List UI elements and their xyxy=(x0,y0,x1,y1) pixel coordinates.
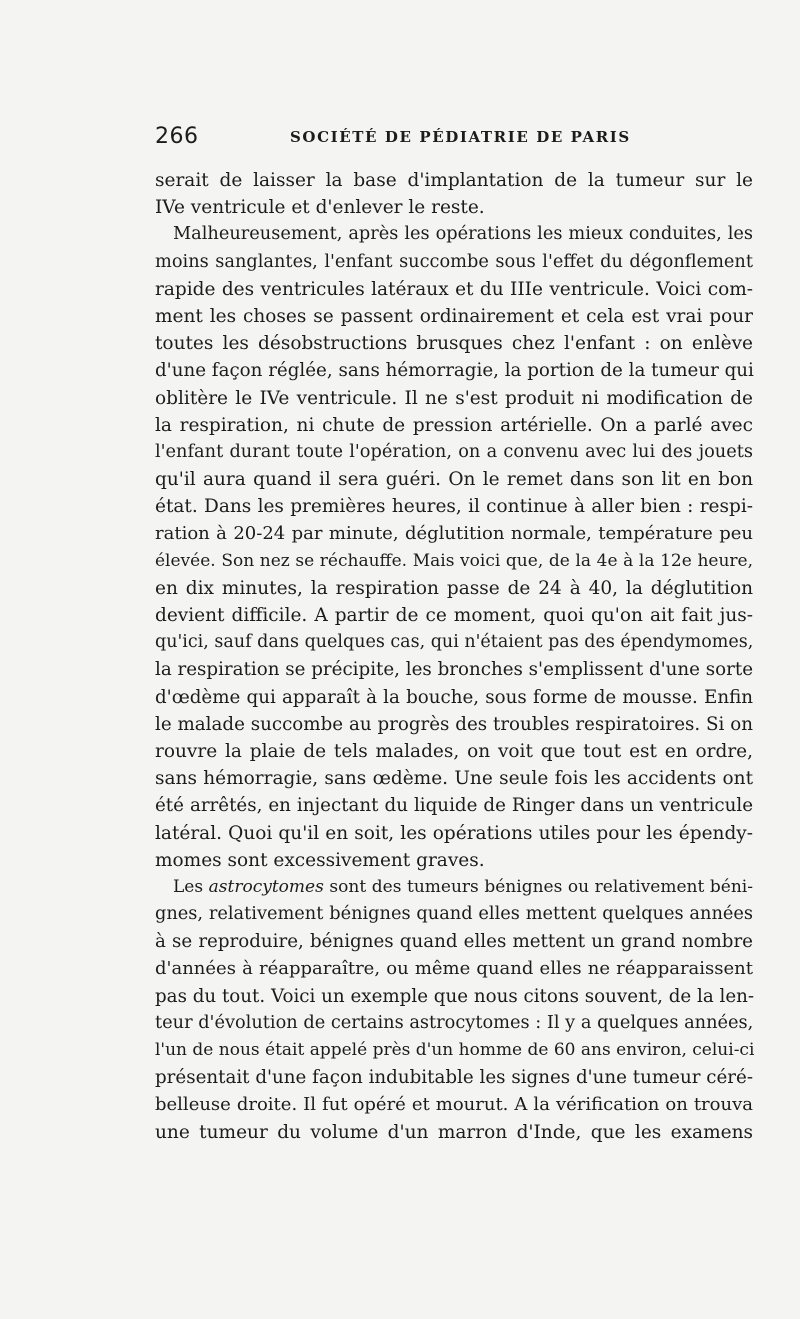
text-line: une tumeur du volume d'un marron d'Inde, que les examens xyxy=(155,1121,753,1143)
text-line: Malheureusement, après les opérations les mieux conduites, les xyxy=(173,224,753,245)
text-line: IVe ventricule et d'enlever le reste. xyxy=(155,197,485,219)
text-line: élevée. Son nez se réchauffe. Mais voici que, de la 4e à la 12e heure, xyxy=(155,550,753,571)
text-line: d'œdème qui apparaît à la bouche, sous forme de mousse. Enfin xyxy=(155,686,753,708)
text-line: toutes les désobstructions brusques chez l'enfant : on enlève xyxy=(155,333,753,355)
text-line: la respiration se précipite, les bronches s'emplissent d'une sorte xyxy=(155,659,753,681)
text-line: ment les choses se passent ordinairement et cela est vrai pour xyxy=(155,305,753,327)
text-line: qu'ici, sauf dans quelques cas, qui n'étaient pas des épendymomes, xyxy=(155,632,754,653)
text-line: d'une façon réglée, sans hémorragie, la portion de la tumeur qui xyxy=(155,360,754,382)
text-line: devient difficile. A partir de ce moment, quoi qu'on ait fait jus- xyxy=(155,605,753,626)
text-line: état. Dans les premières heures, il continue à aller bien : respi- xyxy=(155,496,753,518)
text-line-astrocytomes xyxy=(155,874,753,901)
text-line: gnes, relativement bénignes quand elles mettent quelques années xyxy=(155,904,753,925)
page-number: 266 xyxy=(155,124,199,149)
text-line: présentait d'une façon indubitable les signes d'une tumeur céré- xyxy=(155,1067,753,1089)
text-line: sans hémorragie, sans œdème. Une seule fois les accidents ont xyxy=(155,768,753,790)
text-line: belleuse droite. Il fut opéré et mourut. A la vérification on trouva xyxy=(155,1094,753,1116)
text-line: rouvre la plaie de tels malades, on voit que tout est en ordre, xyxy=(155,740,753,762)
text-line: en dix minutes, la respiration passe de 24 à 40, la déglutition xyxy=(155,577,753,599)
text-line: pas du tout. Voici un exemple que nous citons souvent, de la len- xyxy=(155,985,755,1007)
body-text xyxy=(155,167,753,1146)
text-line: moins sanglantes, l'enfant succombe sous l'effet du dégonflement xyxy=(155,251,753,272)
text-segment: sont des tumeurs bénignes ou relativement béni- xyxy=(323,876,753,897)
text-line: d'années à réapparaître, ou même quand elles ne réapparaissent xyxy=(155,958,753,980)
text-line: qu'il aura quand il sera guéri. On le remet dans son lit en bon xyxy=(155,469,753,491)
text-line: le malade succombe au progrès des troubles respiratoires. Si on xyxy=(155,713,753,735)
text-line: oblitère le IVe ventricule. Il ne s'est produit ni modification de xyxy=(155,387,753,409)
text-line: la respiration, ni chute de pression artérielle. On a parlé avec xyxy=(155,414,753,436)
text-line: serait de laisser la base d'implantation de la tumeur sur le xyxy=(155,170,753,191)
running-head: SOCIÉTÉ DE PÉDIATRIE DE PARIS xyxy=(290,128,631,146)
text-line: momes sont excessivement graves. xyxy=(155,849,485,871)
text-line: l'un de nous était appelé près d'un homme de 60 ans environ, celui-ci xyxy=(155,1040,755,1060)
italic-term: astrocytomes xyxy=(208,876,324,897)
text-line: à se reproduire, bénignes quand elles mettent un grand nombre xyxy=(155,931,753,953)
text-line: ration à 20-24 par minute, déglutition normale, température peu xyxy=(155,523,753,545)
text-line: été arrêtés, en injectant du liquide de Ringer dans un ventricule xyxy=(155,795,753,817)
text-line: l'enfant durant toute l'opération, on a convenu avec lui des jouets xyxy=(155,441,753,462)
text-line: latéral. Quoi qu'il en soit, les opérations utiles pour les épendy- xyxy=(155,822,753,844)
text-line: rapide des ventricules latéraux et du IIIe ventricule. Voici com- xyxy=(155,278,753,300)
page-header xyxy=(155,124,755,154)
text-line: teur d'évolution de certains astrocytomes : Il y a quelques années, xyxy=(155,1012,754,1033)
text-segment: Les xyxy=(173,876,209,897)
